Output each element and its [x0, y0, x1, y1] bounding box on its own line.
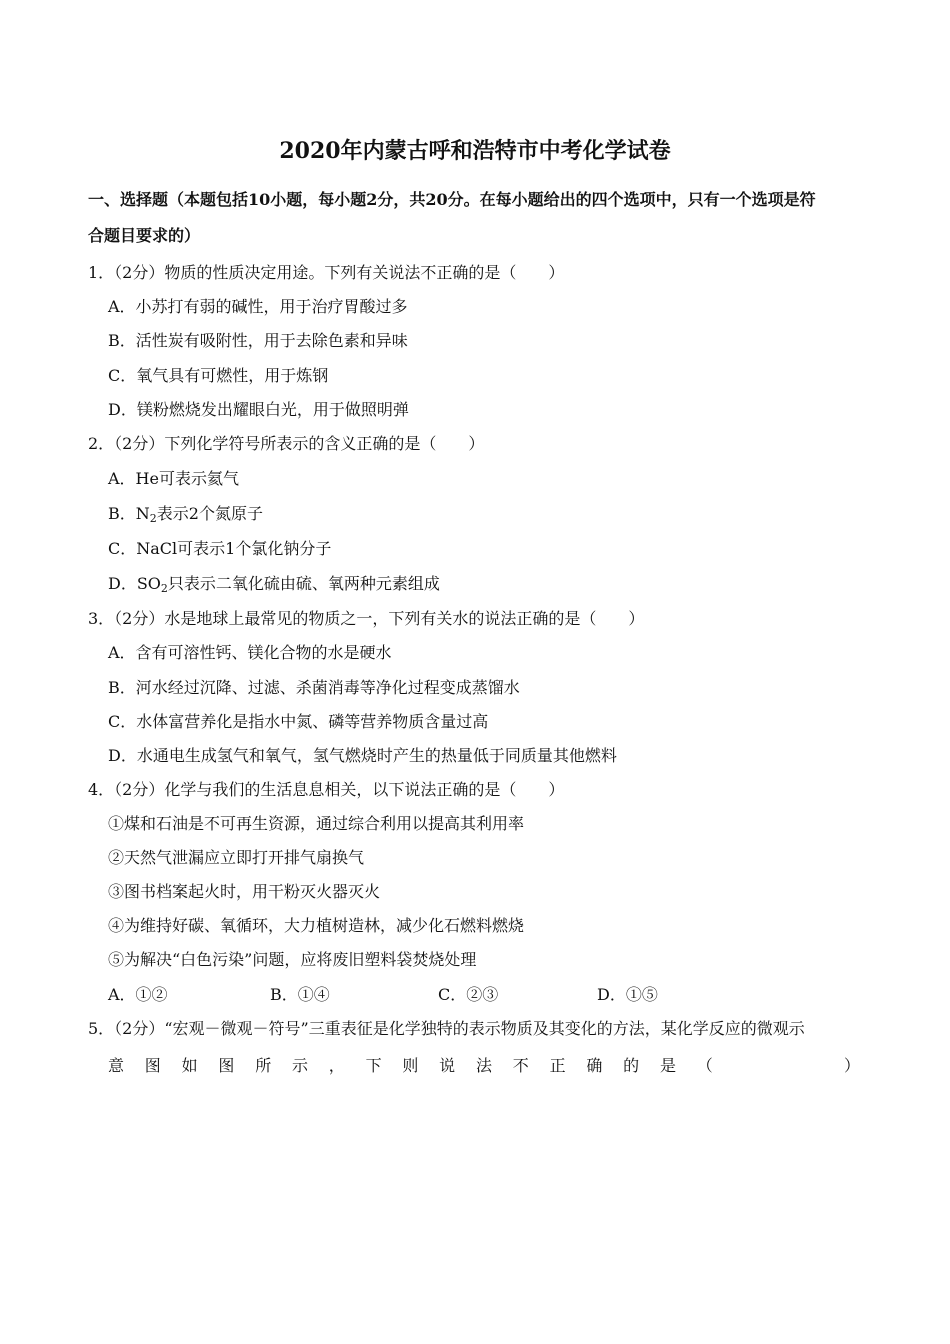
question-3-option-d: D．水通电生成氢气和氧气，氢气燃烧时产生的热量低于同质量其他燃料	[108, 746, 617, 765]
q5-char	[770, 1053, 786, 1076]
q5-char: 示	[291, 1056, 308, 1075]
question-4-option-c: C．②③	[438, 985, 499, 1004]
q5-char: 是	[659, 1056, 676, 1075]
question-4-statement-3: ③图书档案起火时，用干粉灭火器灭火	[108, 882, 381, 901]
question-3-option-c: C．水体富营养化是指水中氮、磷等营养物质含量过高	[108, 712, 489, 731]
question-1-option-b: B．活性炭有吸附性，用于去除色素和异味	[108, 331, 408, 350]
q5-char: 图	[144, 1056, 161, 1075]
q5-char: （	[696, 1056, 713, 1075]
q5-char: 图	[218, 1056, 235, 1075]
question-1-option-c: C．氧气具有可燃性，用于炼钢	[108, 366, 329, 385]
question-2-option-a: A．He可表示氦气	[108, 469, 239, 488]
question-3-stem: 3．（2分）水是地球上最常见的物质之一，下列有关水的说法正确的是（ ）	[88, 609, 645, 628]
question-4-statement-1: ①煤和石油是不可再生资源，通过综合利用以提高其利用率	[108, 814, 525, 833]
section-heading-line-1: 一、选择题（本题包括10小题，每小题2分，共20分。在每小题给出的四个选项中，只有一个选项是符	[88, 190, 816, 209]
question-3-option-a: A．含有可溶性钙、镁化合物的水是硬水	[108, 643, 392, 662]
q5-char	[734, 1053, 750, 1076]
question-2-option-b-post: 表示2个氮原子	[156, 504, 263, 523]
question-4-option-b: B．①④	[270, 985, 330, 1004]
question-2-stem: 2．（2分）下列化学符号所表示的含义正确的是（ ）	[88, 434, 485, 453]
question-2-option-d-pre: D．SO	[108, 574, 161, 593]
question-4-statement-4: ④为维持好碳、氧循环，大力植树造林，减少化石燃料燃烧	[108, 916, 525, 935]
page-title: 2020年内蒙古呼和浩特市中考化学试卷	[279, 138, 671, 164]
question-2-option-d	[108, 571, 440, 594]
q5-char: 意	[108, 1056, 125, 1075]
q5-char: 法	[475, 1056, 492, 1075]
q5-char: 正	[549, 1056, 566, 1075]
question-1-option-d: D．镁粉燃烧发出耀眼白光，用于做照明弹	[108, 400, 409, 419]
q5-char: 如	[181, 1056, 198, 1075]
question-4-statement-2: ②天然气泄漏应立即打开排气扇换气	[108, 848, 365, 867]
question-2-option-b	[108, 501, 263, 524]
question-2-option-c: C．NaCl可表示1个氯化钠分子	[108, 539, 332, 558]
q5-char: 下	[365, 1056, 382, 1075]
question-2-option-b-pre: B．N	[108, 504, 150, 523]
question-1-option-a: A．小苏打有弱的碱性，用于治疗胃酸过多	[108, 297, 408, 316]
q5-char: 的	[623, 1056, 640, 1075]
q5-char: 说	[439, 1056, 456, 1075]
question-2-option-d-subscript: 2	[160, 582, 168, 595]
question-4-statement-5: ⑤为解决“白色污染”问题，应将废旧塑料袋焚烧处理	[108, 950, 477, 969]
section-heading	[88, 183, 868, 253]
q5-char: 确	[586, 1056, 603, 1075]
question-1-stem: 1．（2分）物质的性质决定用途。下列有关说法不正确的是（ ）	[88, 263, 565, 282]
question-2-option-d-post: 只表示二氧化硫由硫、氧两种元素组成	[167, 574, 440, 593]
question-2-option-b-subscript: 2	[149, 512, 157, 525]
question-5-stem-line-2	[108, 1053, 860, 1076]
question-4-option-a: A．①②	[108, 985, 168, 1004]
q5-char	[807, 1053, 823, 1076]
q5-char: 则	[402, 1056, 419, 1075]
q5-char: ，	[328, 1056, 345, 1075]
q5-char: 所	[255, 1056, 272, 1075]
question-5-stem-line-1: 5．（2分）“宏观－微观－符号”三重表征是化学独特的表示物质及其变化的方法，某化学反应的微观示	[88, 1019, 805, 1038]
q5-char: 不	[512, 1056, 529, 1075]
question-4-stem: 4．（2分）化学与我们的生活息息相关，以下说法正确的是（ ）	[88, 780, 565, 799]
question-3-option-b: B．河水经过沉降、过滤、杀菌消毒等净化过程变成蒸馏水	[108, 678, 520, 697]
q5-char: ）	[843, 1056, 860, 1075]
section-heading-line-2: 合题目要求的）	[88, 226, 201, 245]
question-4-option-d: D．①⑤	[597, 985, 658, 1004]
